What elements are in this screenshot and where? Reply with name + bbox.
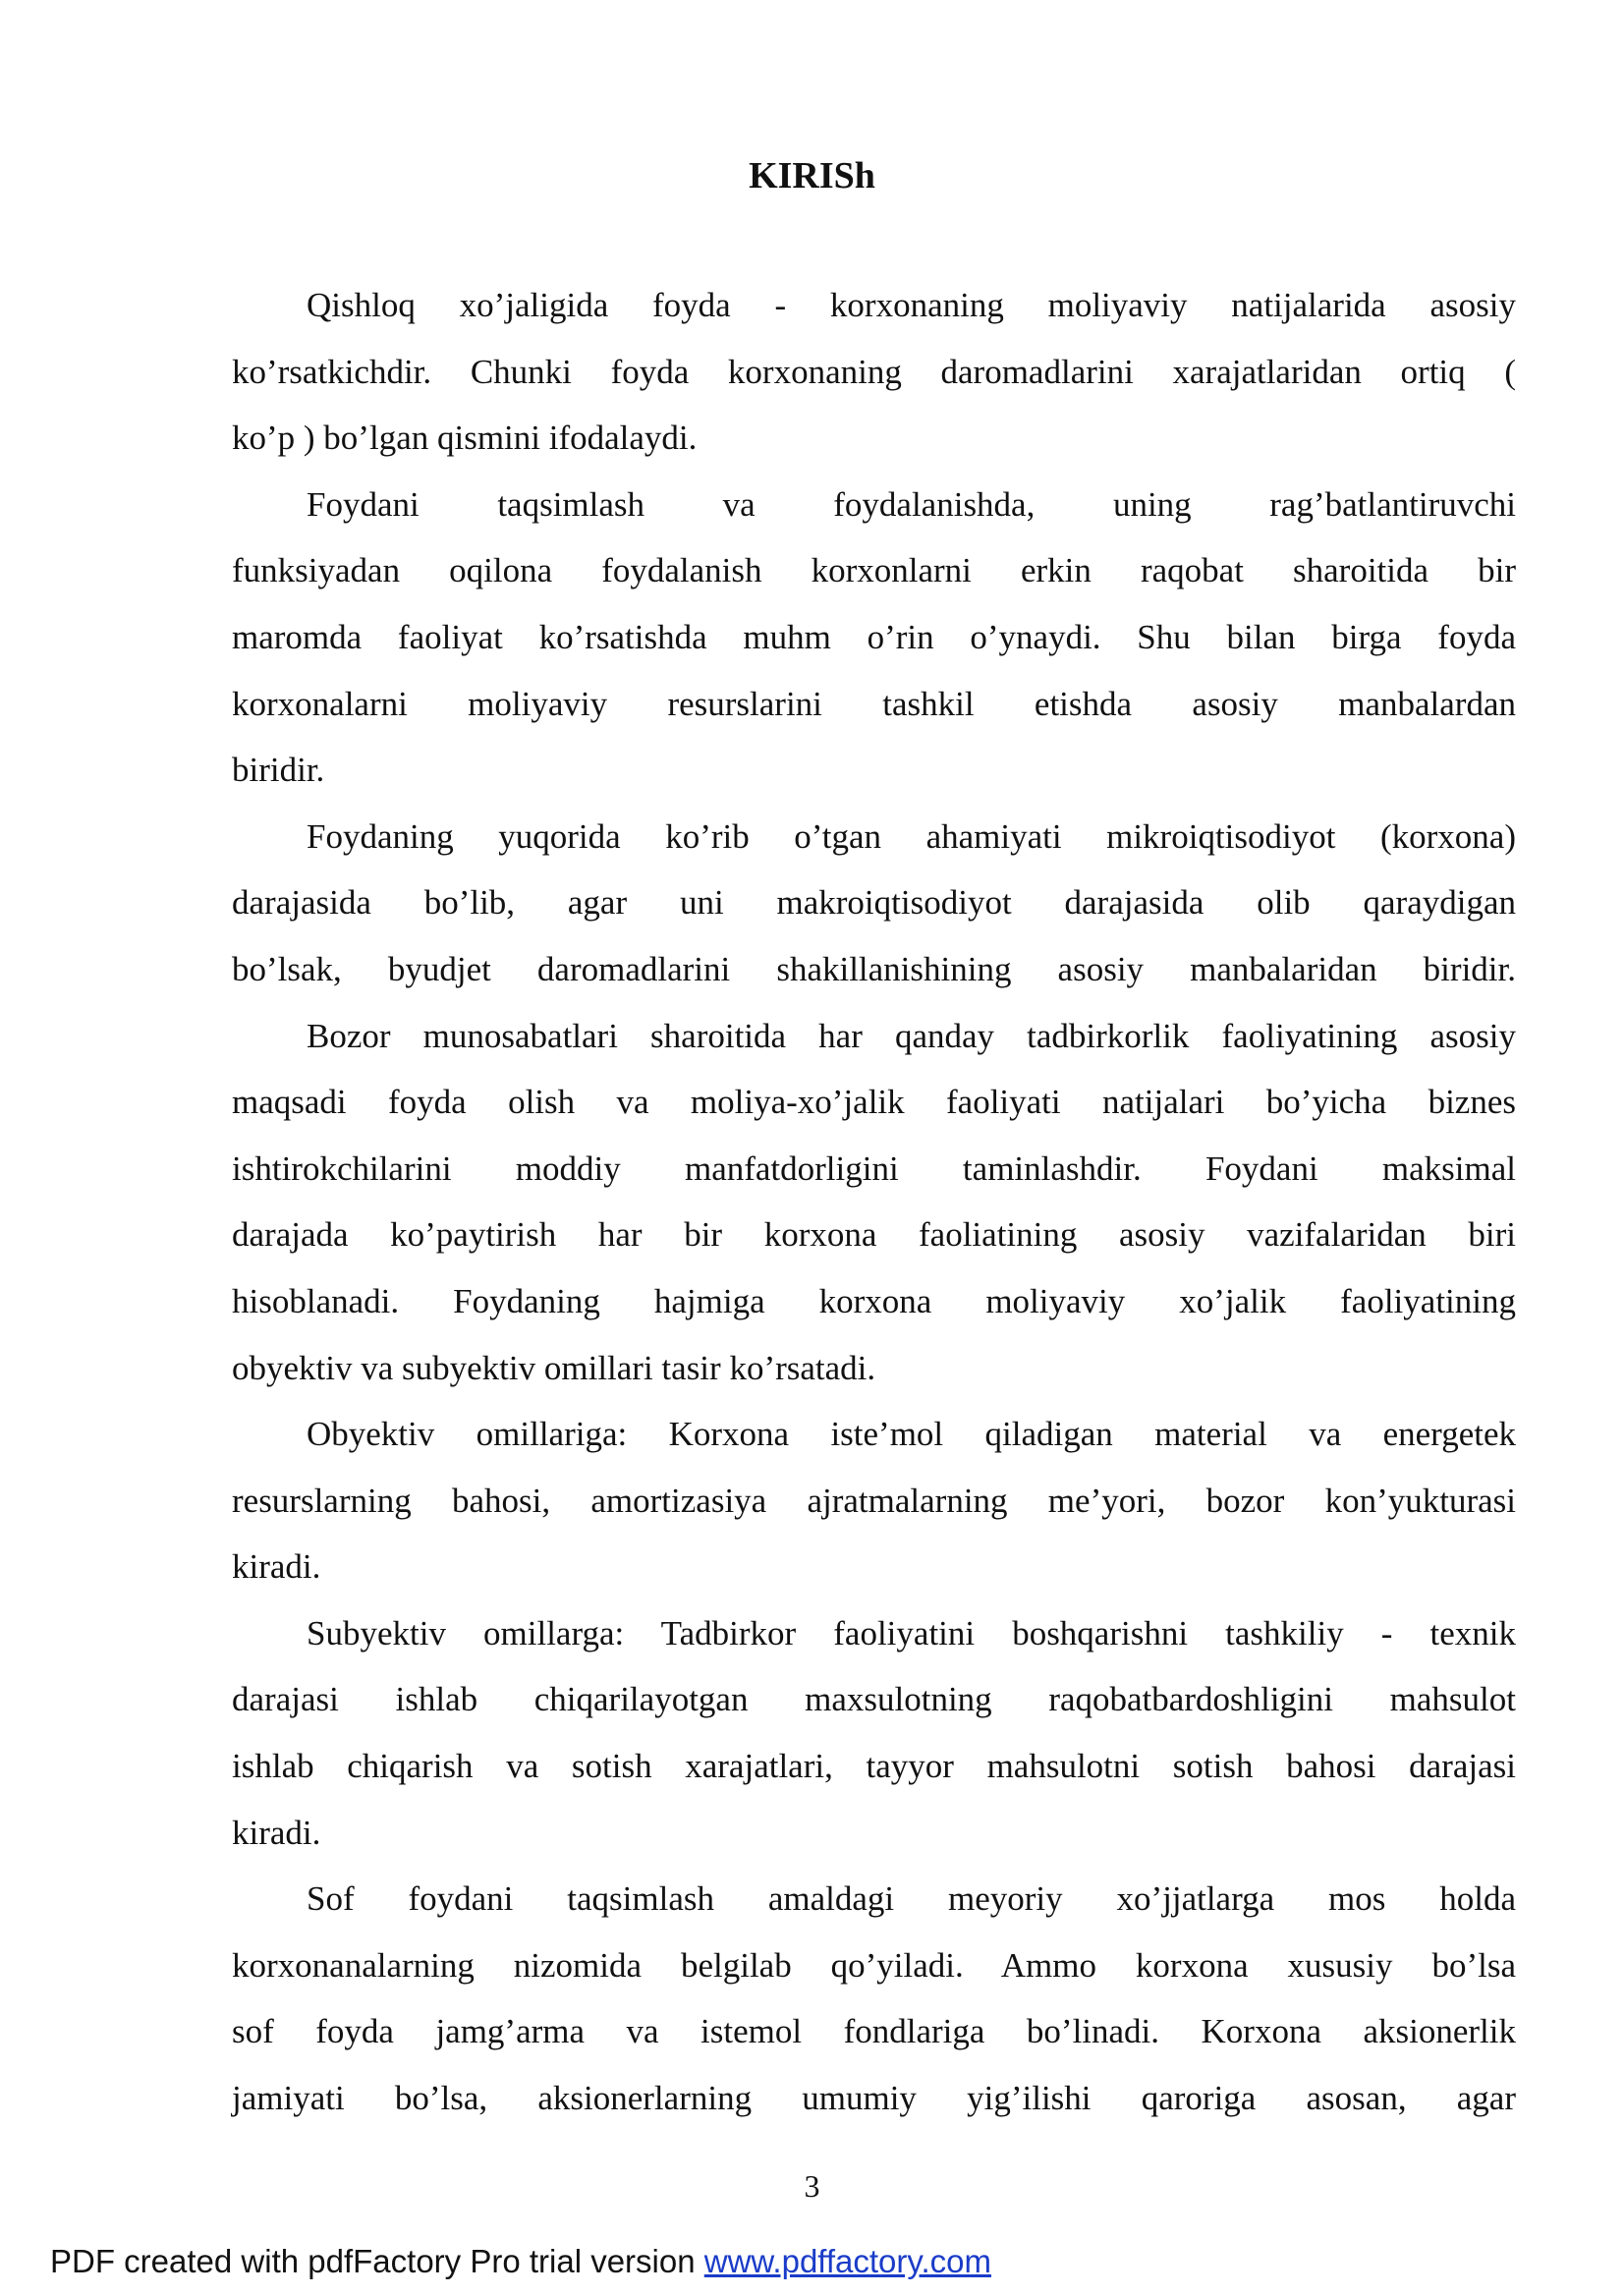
text-line: Subyektiv omillarga: Tadbirkor faoliyatini boshqarishni tashkiliy - texnik (307, 1613, 1516, 1652)
text-line: hisoblanadi. Foydaning hajmiga korxona moliyaviy xo’jalik faoliyatining (232, 1281, 1516, 1320)
document-body (232, 280, 1516, 2140)
text-line: obyektiv va subyektiv omillari tasir ko’rsatadi. (232, 1348, 876, 1387)
page-title: KIRISh (749, 155, 875, 196)
text-line: darajasi ishlab chiqarilayotgan maxsulotning raqobatbardoshligini mahsulot (232, 1680, 1516, 1719)
text-line: Foydani taqsimlash va foydalanishda, uning rag’batlantiruvchi (307, 484, 1516, 524)
text-line: biridir. (232, 751, 325, 790)
text-line: maqsadi foyda olish va moliya-xo’jalik faoliyati natijalari bo’yicha biznes (232, 1083, 1516, 1122)
text-line: maromda faoliyat ko’rsatishda muhm o’rin o’ynaydi. Shu bilan birga foyda (232, 617, 1516, 656)
text-line: korxonanalarning nizomida belgilab qo’yiladi. Ammo korxona xususiy bo’lsa (232, 1945, 1516, 1985)
pdf-footer (50, 2240, 991, 2283)
text-line: ishtirokchilarini moddiy manfatdorligini taminlashdir. Foydani maksimal (232, 1148, 1516, 1188)
text-line: kiradi. (232, 1813, 321, 1852)
text-line: Qishloq xo’jaligida foyda - korxonaning moliyaviy natijalarida asosiy (307, 286, 1516, 324)
text-line: sof foyda jamg’arma va istemol fondlariga bo’linadi. Korxona aksionerlik (232, 2012, 1516, 2051)
text-line: korxonalarni moliyaviy resurslarini tashkil etishda asosiy manbalardan (232, 684, 1516, 723)
text-line: bo’lsak, byudjet daromadlarini shakillanishining asosiy manbalaridan biridir. (232, 949, 1516, 988)
text-line: Sof foydani taqsimlash amaldagi meyoriy xo’jjatlarga mos holda (307, 1879, 1516, 1919)
text-line: jamiyati bo’lsa, aksionerlarning umumiy yig’ilishi qaroriga asosan, agar (232, 2079, 1516, 2118)
text-line: Bozor munosabatlari sharoitida har qanday tadbirkorlik faoliyatining asosiy (307, 1016, 1516, 1055)
text-line: funksiyadan oqilona foydalanish korxonlarni erkin raqobat sharoitida bir (232, 551, 1516, 590)
footer-link[interactable]: www.pdffactory.com (703, 2243, 991, 2279)
text-line: ko’p ) bo’lgan qismini ifodalaydi. (232, 419, 698, 458)
text-line: ishlab chiqarish va sotish xarajatlari, tayyor mahsulotni sotish bahosi darajasi (232, 1747, 1516, 1786)
page-number: 3 (804, 2168, 820, 2204)
footer-text: PDF created with pdfFactory Pro trial version (50, 2243, 704, 2279)
text-line: Foydaning yuqorida ko’rib o’tgan ahamiyati mikroiqtisodiyot (korxona) (307, 816, 1516, 856)
text-line: Obyektiv omillariga: Korxona iste’mol qiladigan material va energetek (307, 1415, 1516, 1454)
text-line: darajasida bo’lib, agar uni makroiqtisodiyot darajasida olib qaraydigan (232, 883, 1516, 923)
text-line: resurslarning bahosi, amortizasiya ajratmalarning me’yori, bozor kon’yukturasi (232, 1481, 1516, 1520)
text-line: darajada ko’paytirish har bir korxona faoliatining asosiy vazifalaridan biri (232, 1215, 1516, 1255)
text-line: ko’rsatkichdir. Chunki foyda korxonaning daromadlarini xarajatlaridan ortiq ( (232, 352, 1516, 391)
text-line: kiradi. (232, 1547, 321, 1587)
